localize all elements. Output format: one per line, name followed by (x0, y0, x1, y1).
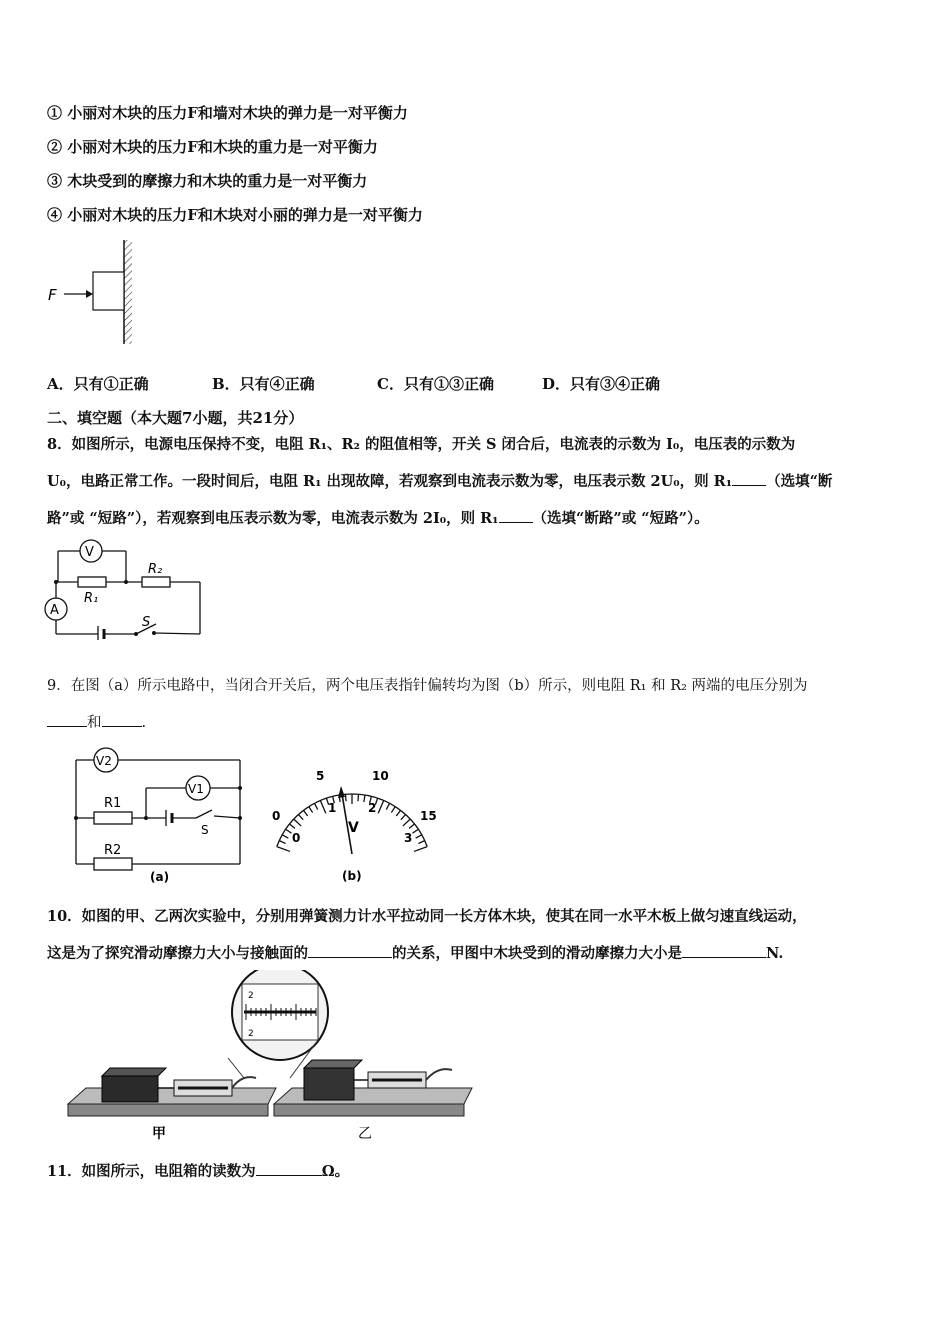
unit-label: V (348, 820, 359, 836)
mag-label-top-left: 2 (248, 991, 254, 1001)
q9-end: . (141, 715, 147, 731)
section-title: 二、填空题（本大题7小题，共21分） (47, 409, 304, 427)
q11-text: 11．如图所示，电阻箱的读数为 (47, 1163, 256, 1180)
r2-label: R₂ (148, 562, 163, 577)
label-yi: 乙 (358, 1126, 372, 1142)
dial-tick (396, 810, 400, 816)
statement-1: ① 小丽对木块的压力F和墙对木块的弹力是一对平衡力 (47, 104, 408, 122)
q9-blank-1[interactable] (47, 712, 87, 727)
dial-tick (290, 824, 295, 828)
block-yi (304, 1068, 354, 1100)
dial-tick (358, 794, 359, 801)
scale-bottom-3: 3 (404, 831, 413, 845)
caption-b: (b) (342, 869, 362, 883)
q8-blank-2[interactable] (499, 508, 533, 523)
q10-line2-end: N. (766, 945, 784, 962)
q9-voltmeter-dial (268, 762, 438, 888)
scale-bottom-1: 1 (328, 801, 337, 815)
q9-line2 (47, 711, 146, 732)
dial-tick (303, 810, 307, 816)
q10-experiment-figure (58, 970, 478, 1148)
hand-jia (232, 1077, 256, 1088)
dial-tick (282, 835, 288, 838)
q9-blank-2[interactable] (102, 712, 142, 727)
ammeter-label: A (50, 603, 59, 618)
scale-top-5: 5 (316, 769, 325, 783)
dial-tick (391, 807, 395, 813)
v1-label: V1 (188, 782, 204, 796)
dial-tick (386, 803, 389, 809)
dial-tick (401, 815, 406, 820)
statement-2: ② 小丽对木块的压力F和木块的重力是一对平衡力 (47, 138, 378, 156)
scale-top-10: 10 (372, 769, 389, 783)
r1-resistor (94, 812, 132, 824)
q8-circuit (44, 536, 208, 640)
q10-line2-text: 这是为了探究滑动摩擦力大小与接触面的 (47, 945, 308, 962)
switch-blade (196, 810, 212, 818)
q9-and: 和 (87, 715, 102, 731)
option-c: C．只有①③正确 (377, 375, 494, 393)
mag-label-bottom-left: 2 (248, 1029, 254, 1039)
q11-unit: Ω。 (321, 1163, 350, 1180)
q8-line3-text: 路”或 “短路”），若观察到电压表示数为零，电流表示数为 2I₀，则 R₁ (47, 510, 499, 527)
scale-bottom-0: 0 (292, 831, 301, 845)
board-jia (68, 1088, 276, 1104)
switch-label: S (201, 823, 209, 837)
block-wall-figure (44, 238, 144, 348)
needle-tip (338, 786, 345, 798)
r2-resistor (142, 577, 170, 587)
q10-line1: 10．如图的甲、乙两次实验中，分别用弹簧测力计水平拉动同一长方体木块，使其在同一水平木板上做匀速直线运动， (47, 908, 807, 925)
dial-tick (418, 841, 424, 844)
caption-a: (a) (150, 870, 170, 884)
q8-line3-end: （选填“断路”或 “短路”）。 (532, 510, 709, 527)
option-b: B．只有④正确 (212, 375, 315, 393)
voltmeter-label: V (85, 545, 94, 560)
dial-tick (345, 794, 346, 801)
force-label: F (48, 286, 57, 304)
q8-line3 (47, 507, 709, 528)
q9-line1: 9．在图（a）所示电路中，当闭合开关后，两个电压表指针偏转均为图（b）所示，则电阻 R₁ 和 R₂ 两端的电压分别为 (47, 678, 808, 694)
q8-line2-text: U₀，电路正常工作。一段时间后，电阻 R₁ 出现故障，若观察到电流表示数为零，电压表示数 2U₀，则 R₁ (47, 473, 733, 490)
q8-line1: 8．如图所示，电源电压保持不变，电阻 R₁、R₂ 的阻值相等，开关 S 闭合后，电流表的示数为 I₀，电压表的示数为 (47, 436, 796, 453)
dial-tick (277, 847, 290, 852)
v2-label: V2 (96, 754, 112, 768)
q10-line2-mid: 的关系，甲图中木块受到的滑动摩擦力大小是 (392, 945, 682, 962)
q9-circuit-a (70, 744, 250, 886)
q8-line2-end: （选填“断 (766, 473, 833, 490)
option-a: A．只有①正确 (47, 375, 149, 393)
label-jia: 甲 (152, 1126, 166, 1142)
q11-line (47, 1160, 349, 1181)
scale-top-15: 15 (420, 809, 437, 823)
dial-tick (403, 819, 410, 826)
q10-line2 (47, 942, 783, 963)
force-arrowhead (86, 290, 93, 298)
dial-tick (409, 824, 414, 828)
dial-tick (378, 801, 384, 814)
block (93, 272, 124, 310)
r1-label: R₁ (84, 591, 99, 606)
dial-tick (298, 815, 303, 820)
q10-blank-1[interactable] (308, 943, 392, 958)
q8-blank-1[interactable] (732, 471, 766, 486)
dial-tick (294, 819, 301, 826)
statement-4: ④ 小丽对木块的压力F和木块对小丽的弹力是一对平衡力 (47, 206, 423, 224)
dial-tick (364, 795, 365, 802)
r1-resistor (78, 577, 106, 587)
scale-bottom-2: 2 (368, 801, 377, 815)
wall-hatching (124, 240, 132, 344)
dial-tick (414, 847, 427, 852)
dial-tick (413, 829, 419, 833)
dial-tick (286, 829, 292, 833)
dial-tick (314, 803, 317, 809)
hand-yi (426, 1069, 452, 1080)
option-d: D．只有③④正确 (542, 375, 661, 393)
q8-line2 (47, 470, 832, 491)
statement-3: ③ 木块受到的摩擦力和木块的重力是一对平衡力 (47, 172, 368, 190)
scale-top-0: 0 (272, 809, 281, 823)
r2-resistor (94, 858, 132, 870)
q10-blank-2[interactable] (682, 943, 766, 958)
dial-tick (416, 835, 422, 838)
r1-label: R1 (104, 796, 122, 811)
r2-label: R2 (104, 843, 122, 858)
block-jia (102, 1076, 158, 1102)
q11-blank[interactable] (256, 1161, 322, 1176)
dial-tick (279, 841, 285, 844)
dial-tick (309, 807, 313, 813)
dial-tick (320, 801, 326, 814)
switch-label: S (142, 615, 151, 630)
